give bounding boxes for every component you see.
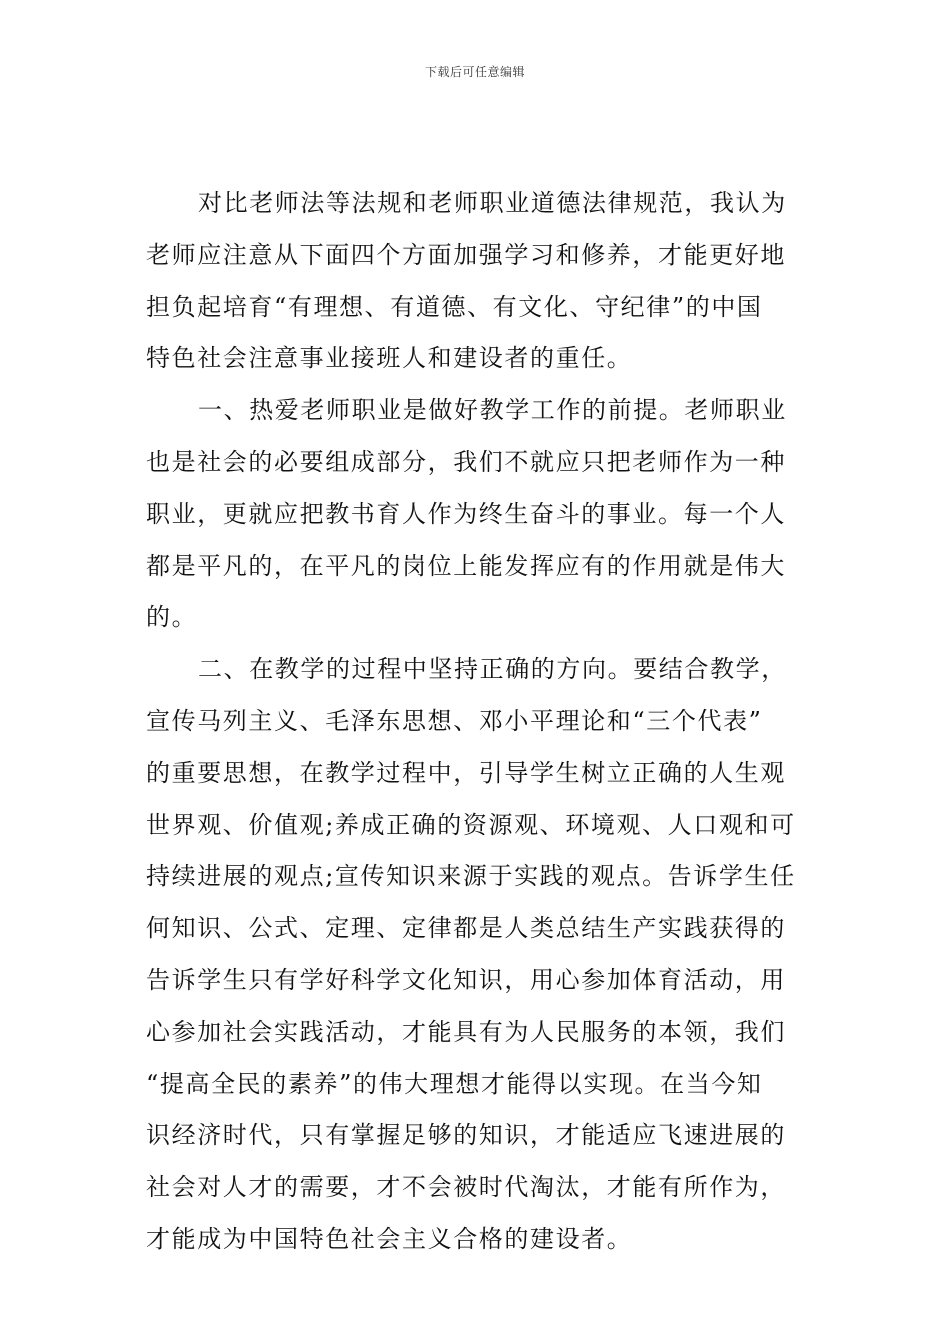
- text-line: 担负起培育“有理想、有道德、有文化、守纪律”的中国: [146, 292, 763, 321]
- text-line: 职业，更就应把教书育人作为终生奋斗的事业。每一个人: [146, 499, 786, 528]
- text-line: 一、热爱老师职业是做好教学工作的前提。老师职业: [198, 396, 787, 425]
- text-line: 老师应注意从下面四个方面加强学习和修养，才能更好地: [146, 240, 786, 269]
- text-line: 才能成为中国特色社会主义合格的建设者。: [146, 1224, 633, 1253]
- text-line: 持续进展的观点;宣传知识来源于实践的观点。告诉学生任: [146, 862, 796, 891]
- text-line: 二、在教学的过程中坚持正确的方向。要结合教学，: [198, 655, 787, 684]
- text-line: “提高全民的素养”的伟大理想才能得以实现。在当今知: [146, 1069, 763, 1098]
- text-line: 社会对人才的需要，才不会被时代淘汰，才能有所作为，: [146, 1173, 786, 1202]
- text-line: 都是平凡的，在平凡的岗位上能发挥应有的作用就是伟大: [146, 551, 786, 580]
- text-line: 也是社会的必要组成部分，我们不就应只把老师作为一种: [146, 447, 786, 476]
- text-line: 的。: [146, 603, 198, 632]
- text-line: 告诉学生只有学好科学文化知识，用心参加体育活动，用: [146, 965, 786, 994]
- text-line: 的重要思想，在教学过程中，引导学生树立正确的人生观: [146, 758, 786, 787]
- text-line: 心参加社会实践活动，才能具有为人民服务的本领，我们: [146, 1017, 786, 1046]
- text-line: 识经济时代，只有掌握足够的知识，才能适应飞速进展的: [146, 1121, 786, 1150]
- text-line: 对比老师法等法规和老师职业道德法律规范，我认为: [198, 189, 787, 217]
- document-body: [146, 178, 811, 1266]
- text-line: 宣传马列主义、毛泽东思想、邓小平理论和“三个代表”: [146, 706, 763, 735]
- text-line: 何知识、公式、定理、定律都是人类总结生产实践获得的: [146, 914, 786, 943]
- text-line: 特色社会注意事业接班人和建设者的重任。: [146, 344, 633, 373]
- text-line: 世界观、价值观;养成正确的资源观、环境观、人口观和可: [146, 810, 796, 839]
- page-header: 下载后可任意编辑: [424, 65, 525, 79]
